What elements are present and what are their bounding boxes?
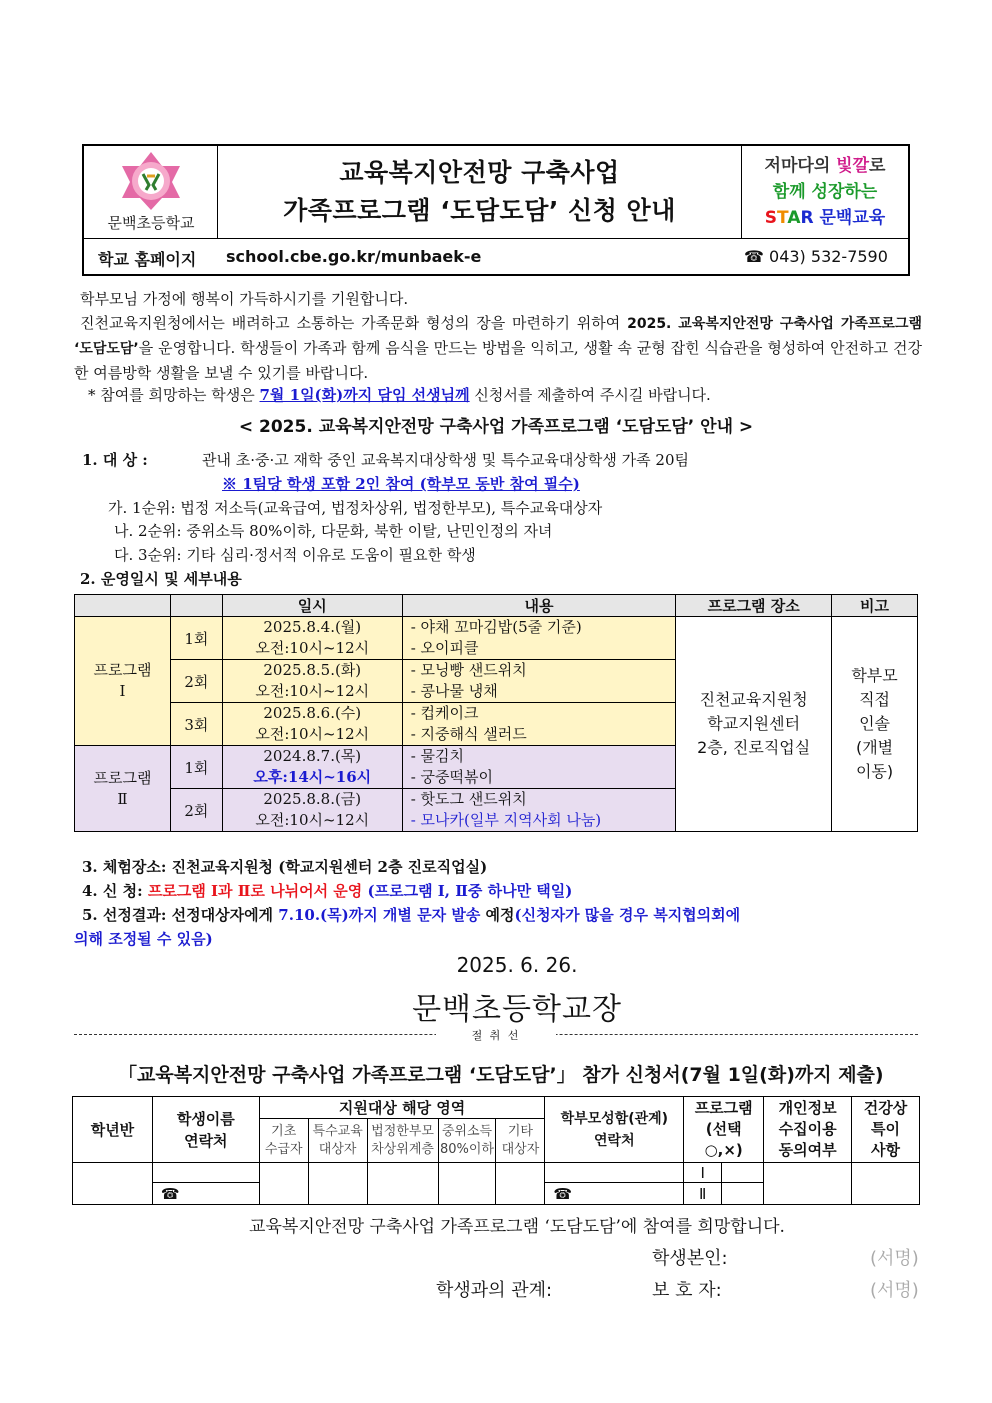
star-letter: S [764, 208, 778, 228]
round-cell: 1회 [170, 617, 222, 660]
priority-1: 가. 1순위: 법정 저소득(교육급여, 법정차상위, 법정한부모), 특수교육대상자 [108, 499, 603, 517]
date-text: 2024.8.7.(목) [263, 747, 362, 765]
sub-text: 기타 [507, 1123, 533, 1139]
priority-3: 다. 3순위: 기타 심리·정서적 이유로 도움이 필요한 학생 [114, 546, 476, 564]
date-cell [222, 789, 402, 832]
item-5-blue: (신청자가 많을 경우 복지협의회에 [514, 906, 741, 924]
note-cell [832, 617, 918, 832]
note-text: 인솔 [859, 714, 890, 733]
student-signature-label: 학생본인: [652, 1248, 728, 1269]
header-place: 프로그램 장소 [676, 595, 832, 617]
intro-text: 진천교육지원청에서는 배려하고 소통하는 가족문화 형성의 장을 마련하기 위하여 [80, 314, 628, 332]
homepage-label: 학교 홈페이지 [98, 250, 197, 269]
item-1-label: 1. 대 상 : [82, 451, 148, 469]
place-text: 2층, 진로직업실 [697, 738, 811, 757]
guardian-signature-field[interactable]: (서명) [870, 1280, 919, 1301]
note-text: 직접 [859, 690, 890, 709]
item-3-text: 진천교육지원청 (학교지원센터 2층 진로직업실) [166, 858, 488, 876]
content-cell [402, 746, 676, 789]
slogan-highlight: 빛깔 [836, 156, 870, 176]
phone-icon: ☎ [553, 1184, 573, 1203]
menu-item: - 핫도그 샌드위치 [410, 790, 527, 808]
intro-note [88, 383, 711, 407]
time-text: 오후:14시~16시 [253, 768, 372, 786]
date-cell [222, 660, 402, 703]
place-text: 학교지원센터 [707, 714, 801, 733]
header-parent [545, 1097, 684, 1163]
program-ii-label: Ⅱ [684, 1183, 722, 1205]
table-row [75, 617, 918, 660]
menu-item: - 오이피클 [410, 639, 479, 657]
logo-cell [84, 146, 218, 238]
header-empty [75, 595, 171, 617]
sub-text: 대상자 [501, 1141, 540, 1157]
menu-item: - 모닝빵 샌드위치 [410, 661, 527, 679]
menu-item: - 야채 꼬마김밥(5줄 기준) [410, 618, 582, 636]
slogan-text: 저마다의 [764, 156, 837, 176]
sub-text: 법정한부모 [371, 1123, 434, 1139]
content-cell [402, 617, 676, 660]
other-check[interactable] [496, 1163, 545, 1205]
header-content: 내용 [402, 595, 676, 617]
cut-line-label: 절 취 선 [436, 1027, 556, 1043]
median-income-check[interactable] [438, 1163, 496, 1205]
program-2-label [75, 746, 171, 832]
round-cell: 2회 [170, 660, 222, 703]
header-text: ○,×) [704, 1141, 743, 1159]
parent-name-input[interactable] [545, 1163, 684, 1183]
slogan-line-1 [765, 153, 886, 179]
special-ed-check[interactable] [308, 1163, 367, 1205]
program-1-label [75, 617, 171, 746]
closing-statement: 교육복지안전망 구축사업 가족프로그램 ‘도담도담’에 참여를 희망합니다. [249, 1217, 785, 1237]
student-phone-input[interactable] [152, 1183, 259, 1205]
sub-other [496, 1119, 545, 1163]
menu-item: - 궁중떡볶이 [410, 768, 493, 786]
item-3-label: 3. 체험장소: [82, 858, 167, 876]
header-text: 연락처 [594, 1132, 635, 1149]
header-privacy [764, 1097, 852, 1163]
header-text: 특이 [871, 1120, 900, 1138]
header-text: 건강상 [863, 1099, 908, 1117]
header-target-area: 지원대상 해당 영역 [259, 1097, 545, 1119]
menu-item: - 물김치 [410, 747, 464, 765]
title-line-2: 가족프로그램 ‘도담도담’ 신청 안내 [283, 196, 676, 225]
item-5-text: 선정대상자에게 [166, 906, 279, 924]
note-text: 학부모 [851, 666, 898, 685]
time-text: 오전:10시~12시 [255, 682, 370, 700]
menu-item: - 지중해식 샐러드 [410, 725, 527, 743]
date-cell [222, 703, 402, 746]
content-cell [402, 660, 676, 703]
program-label-text: 프로그램 Ⅱ [93, 768, 152, 808]
item-4 [82, 879, 572, 903]
slogan-line-3 [765, 205, 885, 231]
school-name: 문백초등학교 [107, 214, 195, 232]
item-3 [82, 855, 487, 879]
header-text: 사항 [871, 1141, 900, 1159]
sub-text: 기초 [271, 1123, 297, 1139]
sub-single-parent [367, 1119, 438, 1163]
health-notes-input[interactable] [852, 1163, 920, 1205]
sub-basic [259, 1119, 308, 1163]
time-text: 오전:10시~12시 [255, 639, 370, 657]
intro-bold: 2025. 교육복지안전망 구축사업 가족프로그램 ‘도담도담’ [74, 316, 923, 357]
header-student [152, 1097, 259, 1163]
content-cell [402, 789, 676, 832]
application-header-row [73, 1097, 920, 1119]
application-table [72, 1096, 920, 1205]
item-5-text: 예정 [480, 906, 515, 924]
header-text: 동의여부 [778, 1141, 837, 1159]
content-cell [402, 703, 676, 746]
sub-text: 특수교육 [312, 1123, 363, 1139]
section-title: < 2025. 교육복지안전망 구축사업 가족프로그램 ‘도담도담’ 안내 > [238, 417, 754, 437]
note-text: 신청서를 제출하여 주시길 바랍니다. [469, 386, 711, 404]
relation-label: 학생과의 관계: [436, 1280, 553, 1301]
header-note: 비고 [832, 595, 918, 617]
privacy-consent-input[interactable] [764, 1163, 852, 1205]
class-input[interactable] [73, 1163, 153, 1205]
slogan-cell [742, 146, 908, 238]
program-i-select[interactable] [722, 1163, 764, 1183]
header-text: 학부모성함(관계) [560, 1110, 669, 1127]
principal-name: 문백초등학교장 [412, 992, 622, 1027]
note-text: * 참여를 희망하는 학생은 [88, 386, 260, 404]
student-signature-field[interactable]: (서명) [870, 1248, 919, 1269]
application-input-row [73, 1163, 920, 1183]
title-line-1: 교육복지안전망 구축사업 [339, 158, 620, 187]
menu-item: - 콩나물 냉채 [410, 682, 498, 700]
parent-phone-input[interactable] [545, 1183, 684, 1205]
phone-number: ☎ 043) 532-7590 [744, 247, 888, 266]
place-cell [676, 617, 832, 832]
intro-paragraph [74, 311, 922, 385]
single-parent-check[interactable] [367, 1163, 438, 1205]
basic-check[interactable] [259, 1163, 308, 1205]
header-text: (선택 [705, 1120, 742, 1138]
menu-item: - 모나카(일부 지역사회 나눔) [410, 811, 602, 829]
greeting: 학부모님 가정에 행복이 가득하시기를 기원합니다. [80, 290, 409, 308]
time-text: 오전:10시~12시 [255, 725, 370, 743]
item-4-blue: (프로그램 Ⅰ, Ⅱ중 하나만 택일) [362, 882, 573, 900]
round-cell: 3회 [170, 703, 222, 746]
menu-item: - 컵케이크 [410, 704, 479, 722]
date-cell [222, 746, 402, 789]
homepage-url[interactable]: school.cbe.go.kr/munbaek-e [226, 247, 482, 266]
priority-2: 나. 2순위: 중위소득 80%이하, 다문화, 북한 이탈, 난민인정의 자녀 [114, 522, 553, 540]
header-health [852, 1097, 920, 1163]
star-letter: T [777, 208, 788, 228]
phone-icon: ☎ [160, 1184, 180, 1203]
intro-text: 을 운영합니다. 학생들이 가족과 함께 음식을 만드는 방법을 익히고, 생활 속 균형 잡힌 식습관을 형성하여 안전하고 건강한 여름방학 생활을 보낼 수 있기를 바랍니다. [74, 339, 922, 382]
sub-median-income [438, 1119, 496, 1163]
schedule-header-row [75, 595, 918, 617]
sub-text: 차상위계층 [371, 1141, 434, 1157]
application-title: 「교육복지안전망 구축사업 가족프로그램 ‘도담도담’」 참가 신청서(7월 1일(화)까지 제출) [118, 1064, 884, 1086]
header-date: 일시 [222, 595, 402, 617]
time-text: 오전:10시~12시 [255, 811, 370, 829]
date-text: 2025.8.8.(금) [263, 790, 362, 808]
header-text: 프로그램 [694, 1099, 753, 1117]
sub-text: 수급자 [264, 1141, 303, 1157]
note-text: 이동) [855, 762, 894, 781]
slogan-line-2: 함께 성장하는 [772, 182, 878, 202]
note-text: (개별 [855, 738, 894, 757]
sub-text: 중위소득 [441, 1123, 493, 1139]
title-cell [218, 146, 742, 238]
header-text: 수집이용 [778, 1120, 837, 1138]
item-1-note: ※ 1팀당 학생 포함 2인 참여 (학부모 동반 참여 필수) [222, 475, 580, 493]
star-letter: A [787, 208, 801, 228]
item-4-red: 프로그램 Ⅰ과 Ⅱ로 나뉘어서 운영 [142, 882, 363, 900]
header-box [82, 144, 910, 276]
item-1-text: 관내 초·중·고 재학 중인 교육복지대상학생 및 특수교육대상학생 가족 20팀 [202, 451, 689, 469]
sub-special-ed [308, 1119, 367, 1163]
date-text: 2025.8.6.(수) [263, 704, 362, 722]
header-text: 연락처 [184, 1131, 228, 1150]
program-i-label: Ⅰ [684, 1163, 722, 1183]
header-program [684, 1097, 764, 1163]
item-5-blue: 7.10.(목)까지 개별 문자 발송 [278, 906, 481, 924]
program-ii-select[interactable] [722, 1183, 764, 1205]
star-letter: R [800, 208, 814, 228]
sub-text: 80%이하 [439, 1141, 494, 1157]
guardian-signature-label: 보 호 자: [652, 1280, 722, 1301]
header-empty [170, 595, 222, 617]
place-text: 진천교육지원청 [699, 690, 808, 709]
date-text: 2025.8.4.(월) [263, 618, 362, 636]
document-date: 2025. 6. 26. [456, 953, 578, 977]
round-cell: 1회 [170, 746, 222, 789]
slogan-text: 로 [869, 156, 886, 176]
date-text: 2025.8.5.(화) [263, 661, 362, 679]
header-text: 학생이름 [176, 1109, 235, 1128]
student-name-input[interactable] [152, 1163, 259, 1183]
program-label-text: 프로그램 Ⅰ [93, 661, 152, 700]
item-5-label: 5. 선정결과: [82, 906, 167, 924]
info-row [84, 238, 908, 274]
note-deadline: 7월 1일(화)까지 담임 선생님께 [259, 386, 470, 404]
slogan-text: 문백교육 [813, 208, 886, 228]
item-4-label: 4. 신 청: [82, 882, 143, 900]
item-2-label: 2. 운영일시 및 세부내용 [80, 570, 242, 588]
round-cell: 2회 [170, 789, 222, 832]
item-5 [82, 903, 740, 927]
school-logo-icon [116, 150, 186, 212]
sub-text: 대상자 [318, 1141, 357, 1157]
header-class: 학년반 [73, 1097, 153, 1163]
item-5-continued: 의해 조정될 수 있음) [74, 930, 213, 948]
header-text: 개인정보 [778, 1099, 837, 1117]
schedule-table [74, 594, 918, 832]
date-cell [222, 617, 402, 660]
